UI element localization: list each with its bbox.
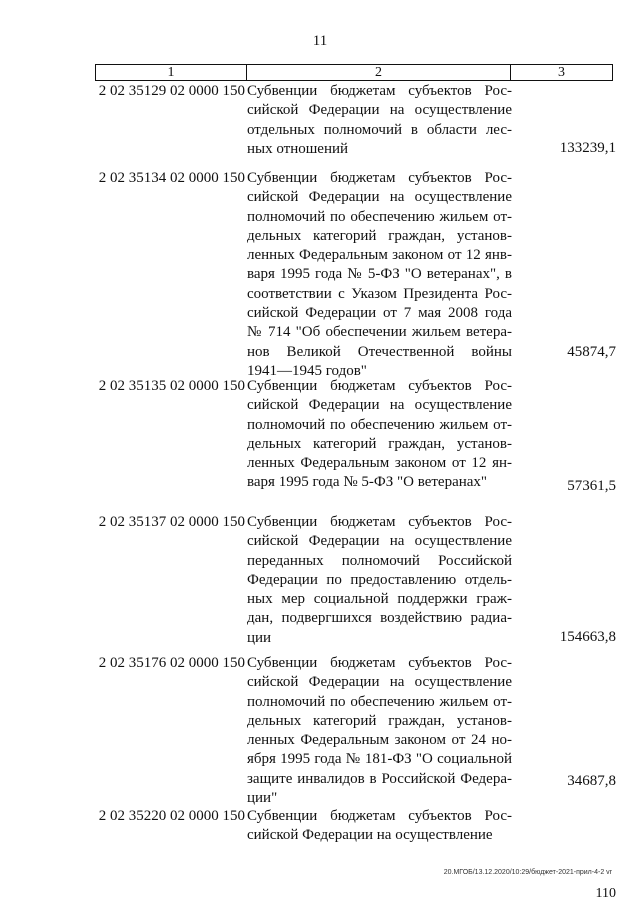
description-line: сийской Федерации на осуществление [247,102,512,119]
table-header-col-2: 2 [247,65,511,80]
description-line: полномочий по обеспечению жильем от- [247,208,512,225]
description-line: ленных Федеральным законом от 24 но- [247,732,512,749]
description-line: ных отношений [247,140,349,157]
description [247,807,512,846]
amount: 57361,5 [567,478,616,494]
budget-code: 2 02 35176 02 0000 150 [98,655,245,671]
amount: 154663,8 [559,629,616,645]
budget-code: 2 02 35220 02 0000 150 [98,808,245,824]
description-line: ября 1995 года № 181-ФЗ "О социальной [247,751,512,768]
description-line: сийской Федерации на осуществление [247,533,512,550]
description-line: соответствии с Указом Президента Рос- [247,285,512,302]
description-line: 1941—1945 годов" [247,362,367,379]
description-line: дельных категорий граждан, установ- [247,435,512,452]
description-line: варя 1995 года № 5-ФЗ "О ветеранах", в [247,266,512,283]
description-line: дельных категорий граждан, установ- [247,227,512,244]
description [247,82,512,159]
description-line: Субвенции бюджетам субъектов Рос- [247,655,512,671]
description-line: № 714 "Об обеспечении жильем ветера- [247,324,512,341]
budget-code: 2 02 35134 02 0000 150 [98,170,245,186]
description-line: дан, подвергшихся воздействию радиа- [247,610,512,627]
description-line: сийской Федерации от 7 мая 2008 года [247,305,512,322]
description-line: Субвенции бюджетам субъектов Рос- [247,378,512,394]
budget-code: 2 02 35129 02 0000 150 [98,83,245,99]
footer-stamp: 20.МГОБ/13.12.2020/10:29/бюджет-2021-прил-4-2 vr [443,869,612,876]
description-line: защите инвалидов в Российской Федера- [247,770,512,787]
page-number: 11 [312,33,328,49]
budget-code: 2 02 35135 02 0000 150 [98,378,245,394]
description-line: Субвенции бюджетам субъектов Рос- [247,514,512,530]
description-line: полномочий по обеспечению жильем от- [247,416,512,433]
sheet-number: 110 [595,886,616,901]
description-line: Субвенции бюджетам субъектов Рос- [247,808,512,824]
budget-code: 2 02 35137 02 0000 150 [98,514,245,530]
description [247,513,512,648]
description-line: переданных полномочий Российской [247,552,512,569]
description-line: дельных категорий граждан, установ- [247,712,512,729]
description-line: ленных Федеральным законом от 12 ян- [247,455,512,472]
table-header-col-3: 3 [558,65,565,80]
description-line: Федерации по предоставлению отдель- [247,571,512,588]
description-line: отдельных полномочий в области лес- [247,121,512,138]
description-line: Субвенции бюджетам субъектов Рос- [247,170,512,186]
description-line: ленных Федеральным законом от 12 янв- [247,247,512,264]
description-line: варя 1995 года № 5-ФЗ "О ветеранах" [247,474,488,491]
description-line: Субвенции бюджетам субъектов Рос- [247,83,512,99]
description-line: ции [247,629,272,646]
description-line: ных мер социальной поддержки граж- [247,591,512,608]
description-line: сийской Федерации на осуществление [247,397,512,414]
description-line: нов Великой Отечественной войны [247,343,512,360]
description-line: сийской Федерации на осуществление [247,189,512,206]
table-header-col-1: 1 [96,65,247,80]
description [247,169,512,381]
amount: 34687,8 [567,773,616,789]
description-line: ции" [247,790,278,807]
description-line: сийской Федерации на осуществление [247,827,493,844]
table-header [95,64,613,81]
description-line: сийской Федерации на осуществление [247,674,512,691]
description-line: полномочий по обеспечению жильем от- [247,693,512,710]
description [247,654,512,808]
amount: 45874,7 [567,344,616,360]
amount: 133239,1 [559,140,616,156]
description [247,377,512,493]
